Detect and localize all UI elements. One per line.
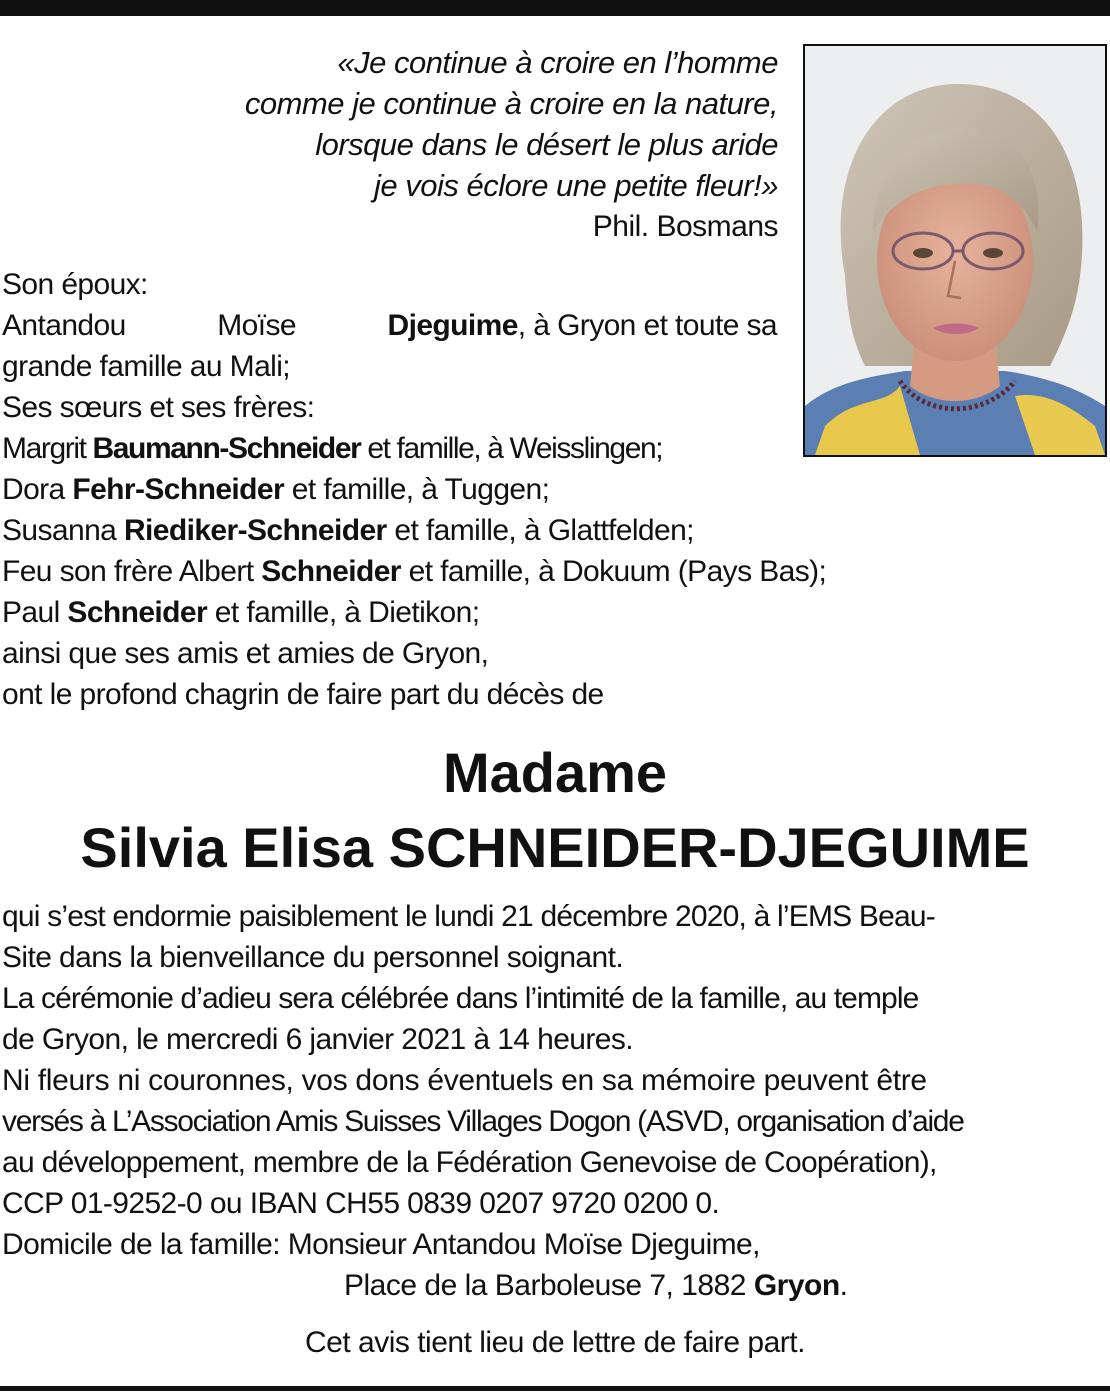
siblings-heading: Ses sœurs et ses frères: xyxy=(2,391,315,424)
body-line: de Gryon, le mercredi 6 janvier 2021 à 14 heures. xyxy=(2,1023,633,1056)
sibling-details: et famille, à Glattfelden; xyxy=(386,514,694,547)
spouse-middle-name: Moïse xyxy=(217,309,296,342)
sibling-first-name: Susanna xyxy=(2,514,117,547)
spouse-line xyxy=(2,305,777,346)
friends-line: ainsi que ses amis et amies de Gryon, xyxy=(2,637,489,670)
deceased-full-name xyxy=(0,817,1110,879)
body-line: versés à L’Association Amis Suisses Villages Dogon (ASVD, organisation d’aide xyxy=(2,1105,964,1138)
spouse-family-line: grande famille au Mali; xyxy=(2,350,291,383)
spouse-surname: Djeguime xyxy=(387,309,518,342)
portrait-photo xyxy=(803,44,1107,457)
announcement-line: ont le profond chagrin de faire part du décès de xyxy=(2,678,604,711)
deceased-salutation-text: Madame xyxy=(442,741,668,804)
body-line: qui s’est endormie paisiblement le lundi 21 décembre 2020, à l’EMS Beau- xyxy=(2,900,935,933)
sibling-surname: Riediker-Schneider xyxy=(123,514,387,547)
sibling-surname: Baumann-Schneider xyxy=(92,432,361,465)
address-period: . xyxy=(839,1269,848,1302)
quote-line: lorsque dans le désert le plus aride xyxy=(315,127,778,162)
spouse-first-name: Antandou xyxy=(2,309,126,342)
sibling-details: et famille, à Tuggen; xyxy=(284,473,550,506)
sibling-first-name: Margrit xyxy=(2,432,86,465)
quote-line: «Je continue à croire en l’homme xyxy=(337,45,778,80)
quote-line: je vois éclore une petite fleur!» xyxy=(374,168,778,203)
address-street: Place de la Barboleuse 7, 1882 xyxy=(344,1269,754,1302)
body-line: Site dans la bienveillance du personnel soignant. xyxy=(2,941,624,974)
spouse-heading: Son époux: xyxy=(2,268,148,301)
sibling-details: et famille, à Dokuum (Pays Bas); xyxy=(400,555,827,588)
sibling-surname: Schneider xyxy=(67,596,208,629)
deceased-salutation xyxy=(0,742,1110,804)
sibling-line xyxy=(2,551,826,592)
sibling-line xyxy=(2,510,694,551)
sibling-first-name: Feu son frère Albert xyxy=(2,555,254,588)
sibling-surname: Schneider xyxy=(261,555,401,588)
body-line: Ni fleurs ni couronnes, vos dons éventuels en sa mémoire peuvent être xyxy=(2,1064,927,1097)
sibling-details: et famille, à Weisslingen; xyxy=(360,432,663,465)
top-rule xyxy=(0,0,1110,16)
spouse-location: , à Gryon et toute sa xyxy=(517,309,777,342)
closing-note: Cet avis tient lieu de lettre de faire part. xyxy=(305,1326,805,1359)
body-line: CCP 01-9252-0 ou IBAN CH55 0839 0207 9720 0200 0. xyxy=(2,1187,720,1220)
sibling-line xyxy=(2,592,479,633)
epigraph-quote xyxy=(245,42,778,247)
body-line: au développement, membre de la Fédération Genevoise de Coopération), xyxy=(2,1146,937,1179)
deceased-full-name-text: Silvia Elisa SCHNEIDER-DJEGUIME xyxy=(80,816,1030,879)
bottom-rule xyxy=(0,1386,1110,1391)
sibling-line xyxy=(2,469,549,510)
sibling-line xyxy=(2,428,662,469)
sibling-first-name: Paul xyxy=(2,596,60,629)
sibling-details: et famille, à Dietikon; xyxy=(207,596,480,629)
address-town: Gryon xyxy=(753,1269,840,1302)
sibling-surname: Fehr-Schneider xyxy=(72,473,285,506)
spouse-surname-group xyxy=(388,305,777,346)
body-line: La cérémonie d’adieu sera célébrée dans l’intimité de la famille, au temple xyxy=(2,982,919,1015)
family-address xyxy=(344,1265,848,1306)
quote-author: Phil. Bosmans xyxy=(592,210,778,243)
body-line: Domicile de la famille: Monsieur Antandou Moïse Djeguime, xyxy=(2,1228,760,1261)
quote-line: comme je continue à croire en la nature, xyxy=(244,86,778,121)
sibling-first-name: Dora xyxy=(2,473,65,506)
